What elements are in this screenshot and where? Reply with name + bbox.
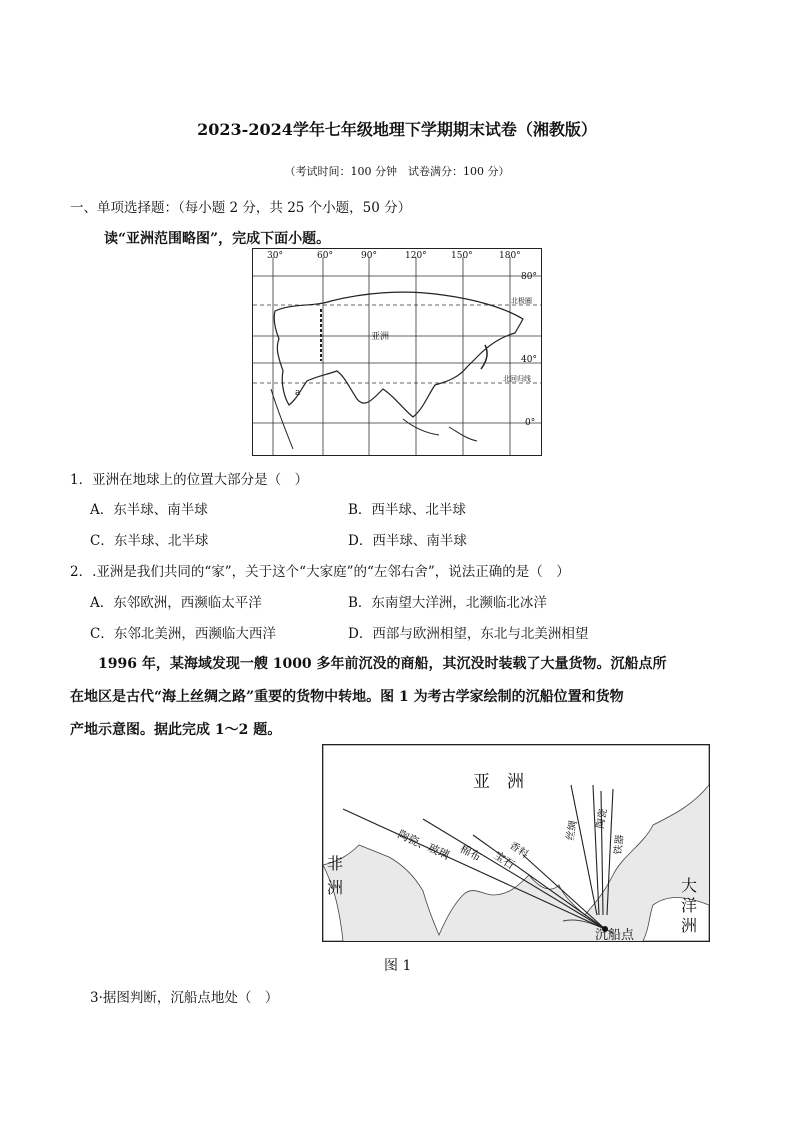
label-asia: 亚 洲: [473, 772, 524, 792]
q1-option-c[interactable]: C．东半球、北半球: [90, 533, 209, 549]
shipwreck-map: [322, 744, 710, 942]
q2-option-b[interactable]: B．东南望大洋洲，北濒临北冰洋: [348, 595, 547, 611]
section-heading: 一、单项选择题：（每小题 2 分，共 25 个小题，50 分）: [70, 200, 412, 216]
intro-shipwreck: [70, 648, 720, 747]
page-title: 2023-2024学年七年级地理下学期期末试卷（湘教版）: [197, 120, 597, 139]
figure-caption: 图 1: [384, 958, 412, 974]
goods-spice: 香料: [507, 840, 531, 861]
lon-label: 90°: [361, 251, 377, 261]
lon-label: 150°: [451, 251, 473, 261]
intro-map1: 读“亚洲范围略图”，完成下面小题。: [104, 231, 331, 247]
goods-cotton: 棉布: [457, 842, 484, 864]
label-oceania-2: 洋: [681, 896, 698, 915]
q2-option-d[interactable]: D．西部与欧洲相望，东北与北美洲相望: [348, 626, 589, 642]
q3-stem: 3·据图判断，沉船点地处（ ）: [90, 990, 279, 1006]
label-oceania-1: 大: [681, 876, 698, 895]
lat-label: 80°: [521, 272, 537, 282]
asia-map-svg: [253, 249, 541, 455]
lon-label: 120°: [405, 251, 427, 261]
q2-option-a[interactable]: A．东邻欧洲，西濒临太平洋: [90, 595, 262, 611]
lon-label: 180°: [499, 251, 521, 261]
label-africa-1: 非: [327, 854, 344, 873]
exam-note: （考试时间：100 分钟 试卷满分：100 分）: [284, 165, 510, 178]
goods-ceramic-n: 陶瓷: [595, 807, 610, 830]
goods-iron: 铁器: [613, 834, 627, 856]
lat-label: 0°: [525, 418, 536, 428]
goods-gem: 宝石: [491, 848, 517, 872]
tropic-label: 北回归线: [503, 375, 531, 383]
q2-option-c[interactable]: C．东邻北美洲，西濒临大西洋: [90, 626, 276, 642]
q1-option-d[interactable]: D．西半球、南半球: [348, 533, 467, 549]
q2-stem: 2．.亚洲是我们共同的“家”，关于这个“大家庭”的“左邻右舍”，说法正确的是（ ）: [70, 564, 570, 580]
goods-silk: 丝绸: [565, 819, 580, 842]
arctic-circle-label: 北极圈: [511, 297, 532, 305]
intro-line-1: 1996 年，某海域发现一艘 1000 多年前沉没的商船，其沉没时装载了大量货物。沉船点所: [98, 656, 667, 672]
q1-option-a[interactable]: A．东半球、南半球: [90, 502, 208, 518]
label-africa-2: 洲: [327, 878, 344, 897]
q1-stem: 1．亚洲在地球上的位置大部分是（ ）: [70, 472, 309, 488]
label-oceania-3: 洲: [681, 916, 698, 935]
intro-line-3: 产地示意图。据此完成 1～2 题。: [70, 722, 282, 738]
intro-line-2: 在地区是古代“海上丝绸之路”重要的货物中转地。图 1 为考古学家绘制的沉船位置和货物: [70, 689, 624, 705]
asia-label: 亚洲: [371, 332, 390, 342]
label-wreck: 沉船点: [595, 928, 635, 941]
marker-a: a: [295, 388, 301, 398]
asia-range-map: [252, 248, 542, 456]
lat-label: 40°: [521, 355, 537, 365]
lon-label: 60°: [317, 251, 333, 261]
q1-option-b[interactable]: B．西半球、北半球: [348, 502, 466, 518]
shipwreck-map-svg: [323, 745, 709, 941]
lon-label: 30°: [267, 251, 283, 261]
goods-west: 陶瓷、玻璃: [395, 827, 452, 863]
